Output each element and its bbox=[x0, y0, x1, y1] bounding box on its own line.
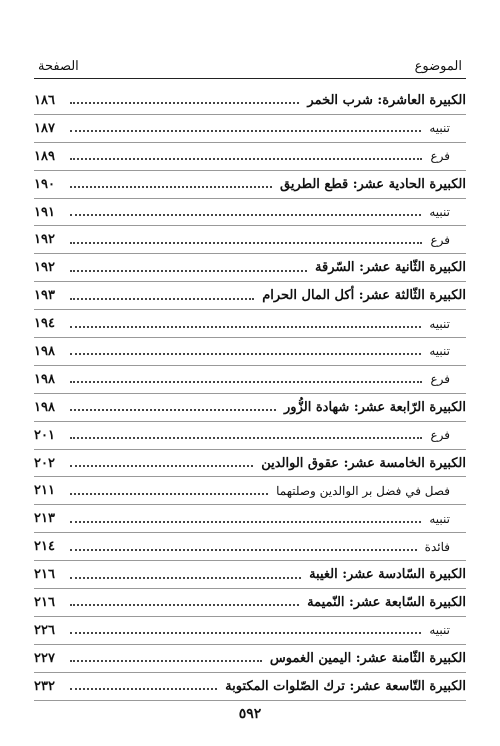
toc-header bbox=[38, 44, 462, 74]
dot-leader bbox=[70, 381, 422, 383]
toc-entry bbox=[34, 171, 466, 199]
dot-leader bbox=[70, 270, 307, 272]
dot-leader bbox=[70, 326, 421, 328]
toc-entry bbox=[34, 338, 466, 366]
toc-entry bbox=[34, 366, 466, 394]
toc-entry-title: تنبيه bbox=[429, 623, 450, 638]
toc-entry bbox=[34, 226, 466, 254]
toc-entry-title: فرع bbox=[430, 428, 450, 443]
toc-entry bbox=[34, 645, 466, 673]
toc-entry-page: ١٩٣ bbox=[34, 288, 55, 304]
toc-entry-title: الكبيرة الرّابعة عشر: شهادة الزُّور bbox=[284, 399, 466, 415]
toc-entry-page: ١٩٠ bbox=[34, 176, 55, 192]
dot-leader bbox=[70, 437, 422, 439]
toc-entry-title: تنبيه bbox=[429, 344, 450, 359]
toc-entry-page: ١٩٢ bbox=[34, 232, 55, 248]
toc-entry-page: ٢١٣ bbox=[34, 511, 55, 527]
toc-entry-title: الكبيرة الثّانية عشر: السّرقة bbox=[315, 260, 466, 276]
dot-leader bbox=[70, 465, 253, 467]
toc-entry-title: فرع bbox=[430, 232, 450, 247]
dot-leader bbox=[70, 102, 299, 104]
toc-entry bbox=[34, 254, 466, 282]
dot-leader bbox=[70, 409, 276, 411]
toc-entry-title: فائدة bbox=[424, 539, 450, 554]
toc-entry bbox=[34, 673, 466, 701]
dot-leader bbox=[70, 353, 421, 355]
toc-entry-page: ١٨٩ bbox=[34, 148, 55, 164]
page-column-label: الصفحة bbox=[38, 59, 79, 74]
toc-entry bbox=[34, 394, 466, 422]
toc-entry-title: الكبيرة الخامسة عشر: عقوق الوالدين bbox=[261, 455, 466, 471]
toc-entry bbox=[34, 533, 466, 561]
toc-entry bbox=[34, 199, 466, 227]
toc-entry-title: تنبيه bbox=[429, 205, 450, 219]
page-number: ٥٩٢ bbox=[238, 706, 262, 722]
toc-entry-page: ١٩١ bbox=[34, 204, 55, 220]
toc-entry-title: فرع bbox=[430, 149, 450, 164]
toc-entry-page: ١٩٢ bbox=[34, 260, 55, 276]
toc-entry-title: الكبيرة السّادسة عشر: الغيبة bbox=[309, 567, 466, 583]
toc-entry-title: تنبيه bbox=[429, 316, 450, 331]
toc-entry-page: ٢١٦ bbox=[34, 594, 55, 610]
toc-entry bbox=[34, 477, 466, 505]
dot-leader bbox=[70, 242, 422, 244]
toc-entry bbox=[34, 115, 466, 143]
toc-entry bbox=[34, 87, 466, 115]
toc-entry-page: ٢١٦ bbox=[34, 567, 55, 583]
toc-entry-page: ١٩٨ bbox=[34, 371, 55, 387]
dot-leader bbox=[70, 130, 421, 132]
toc-entry-page: ٢٢٧ bbox=[34, 650, 55, 666]
toc-entry-page: ١٩٨ bbox=[34, 343, 55, 359]
toc-entry bbox=[34, 282, 466, 310]
dot-leader bbox=[70, 186, 272, 188]
toc-entry-title: الكبيرة الحادية عشر: قطع الطريق bbox=[280, 176, 466, 192]
toc-entry-page: ٢١٤ bbox=[34, 539, 55, 555]
toc-entry-page: ٢١١ bbox=[34, 483, 55, 499]
toc-entry-title: الكبيرة التّاسعة عشر: ترك الصّلوات المكتوبة bbox=[225, 678, 466, 694]
toc-entry-page: ١٨٦ bbox=[34, 92, 55, 108]
header-rule bbox=[34, 78, 466, 79]
dot-leader bbox=[70, 158, 422, 160]
toc-entry-page: ٢٣٢ bbox=[34, 678, 55, 694]
dot-leader bbox=[70, 298, 254, 300]
toc-entry bbox=[34, 310, 466, 338]
topic-column-label: الموضوع bbox=[414, 59, 462, 74]
toc-entry-title: الكبيرة السّابعة عشر: النّميمة bbox=[307, 594, 466, 610]
toc-entry-title: فرع bbox=[430, 372, 450, 387]
toc-entry-page: ١٩٤ bbox=[34, 316, 55, 332]
toc-entry-title: الكبيرة العاشرة: شرب الخمر bbox=[307, 92, 466, 108]
toc-entry bbox=[34, 561, 466, 589]
toc-entry bbox=[34, 422, 466, 450]
dot-leader bbox=[70, 632, 421, 634]
dot-leader bbox=[70, 688, 217, 690]
toc-entry-title: الكبيرة الثّالثة عشر: أكل المال الحرام bbox=[262, 288, 466, 304]
dot-leader bbox=[70, 577, 301, 579]
dot-leader bbox=[70, 521, 421, 523]
toc-entry bbox=[34, 143, 466, 171]
toc-entry bbox=[34, 589, 466, 617]
toc-entry bbox=[34, 505, 466, 533]
toc-entry bbox=[34, 450, 466, 478]
toc-entry-title: تنبيه bbox=[429, 511, 450, 526]
dot-leader bbox=[70, 549, 417, 551]
toc-entry-page: ٢٠١ bbox=[34, 427, 55, 443]
toc-entry-title: الكبيرة الثّامنة عشر: اليمين الغموس bbox=[269, 650, 466, 666]
toc-entries bbox=[34, 87, 466, 701]
toc-entry-page: ١٨٧ bbox=[34, 120, 55, 136]
toc-entry-page: ٢٠٢ bbox=[34, 455, 55, 471]
toc-entry bbox=[34, 617, 466, 645]
dot-leader bbox=[70, 604, 299, 606]
toc-entry-title: فصل في فضل بر الوالدين وصلتهما bbox=[276, 483, 450, 498]
dot-leader bbox=[70, 214, 421, 216]
dot-leader bbox=[70, 660, 262, 662]
toc-entry-page: ١٩٨ bbox=[34, 399, 55, 415]
dot-leader bbox=[70, 493, 268, 495]
toc-entry-title: تنبيه bbox=[429, 121, 450, 136]
toc-entry-page: ٢٢٦ bbox=[34, 622, 55, 638]
